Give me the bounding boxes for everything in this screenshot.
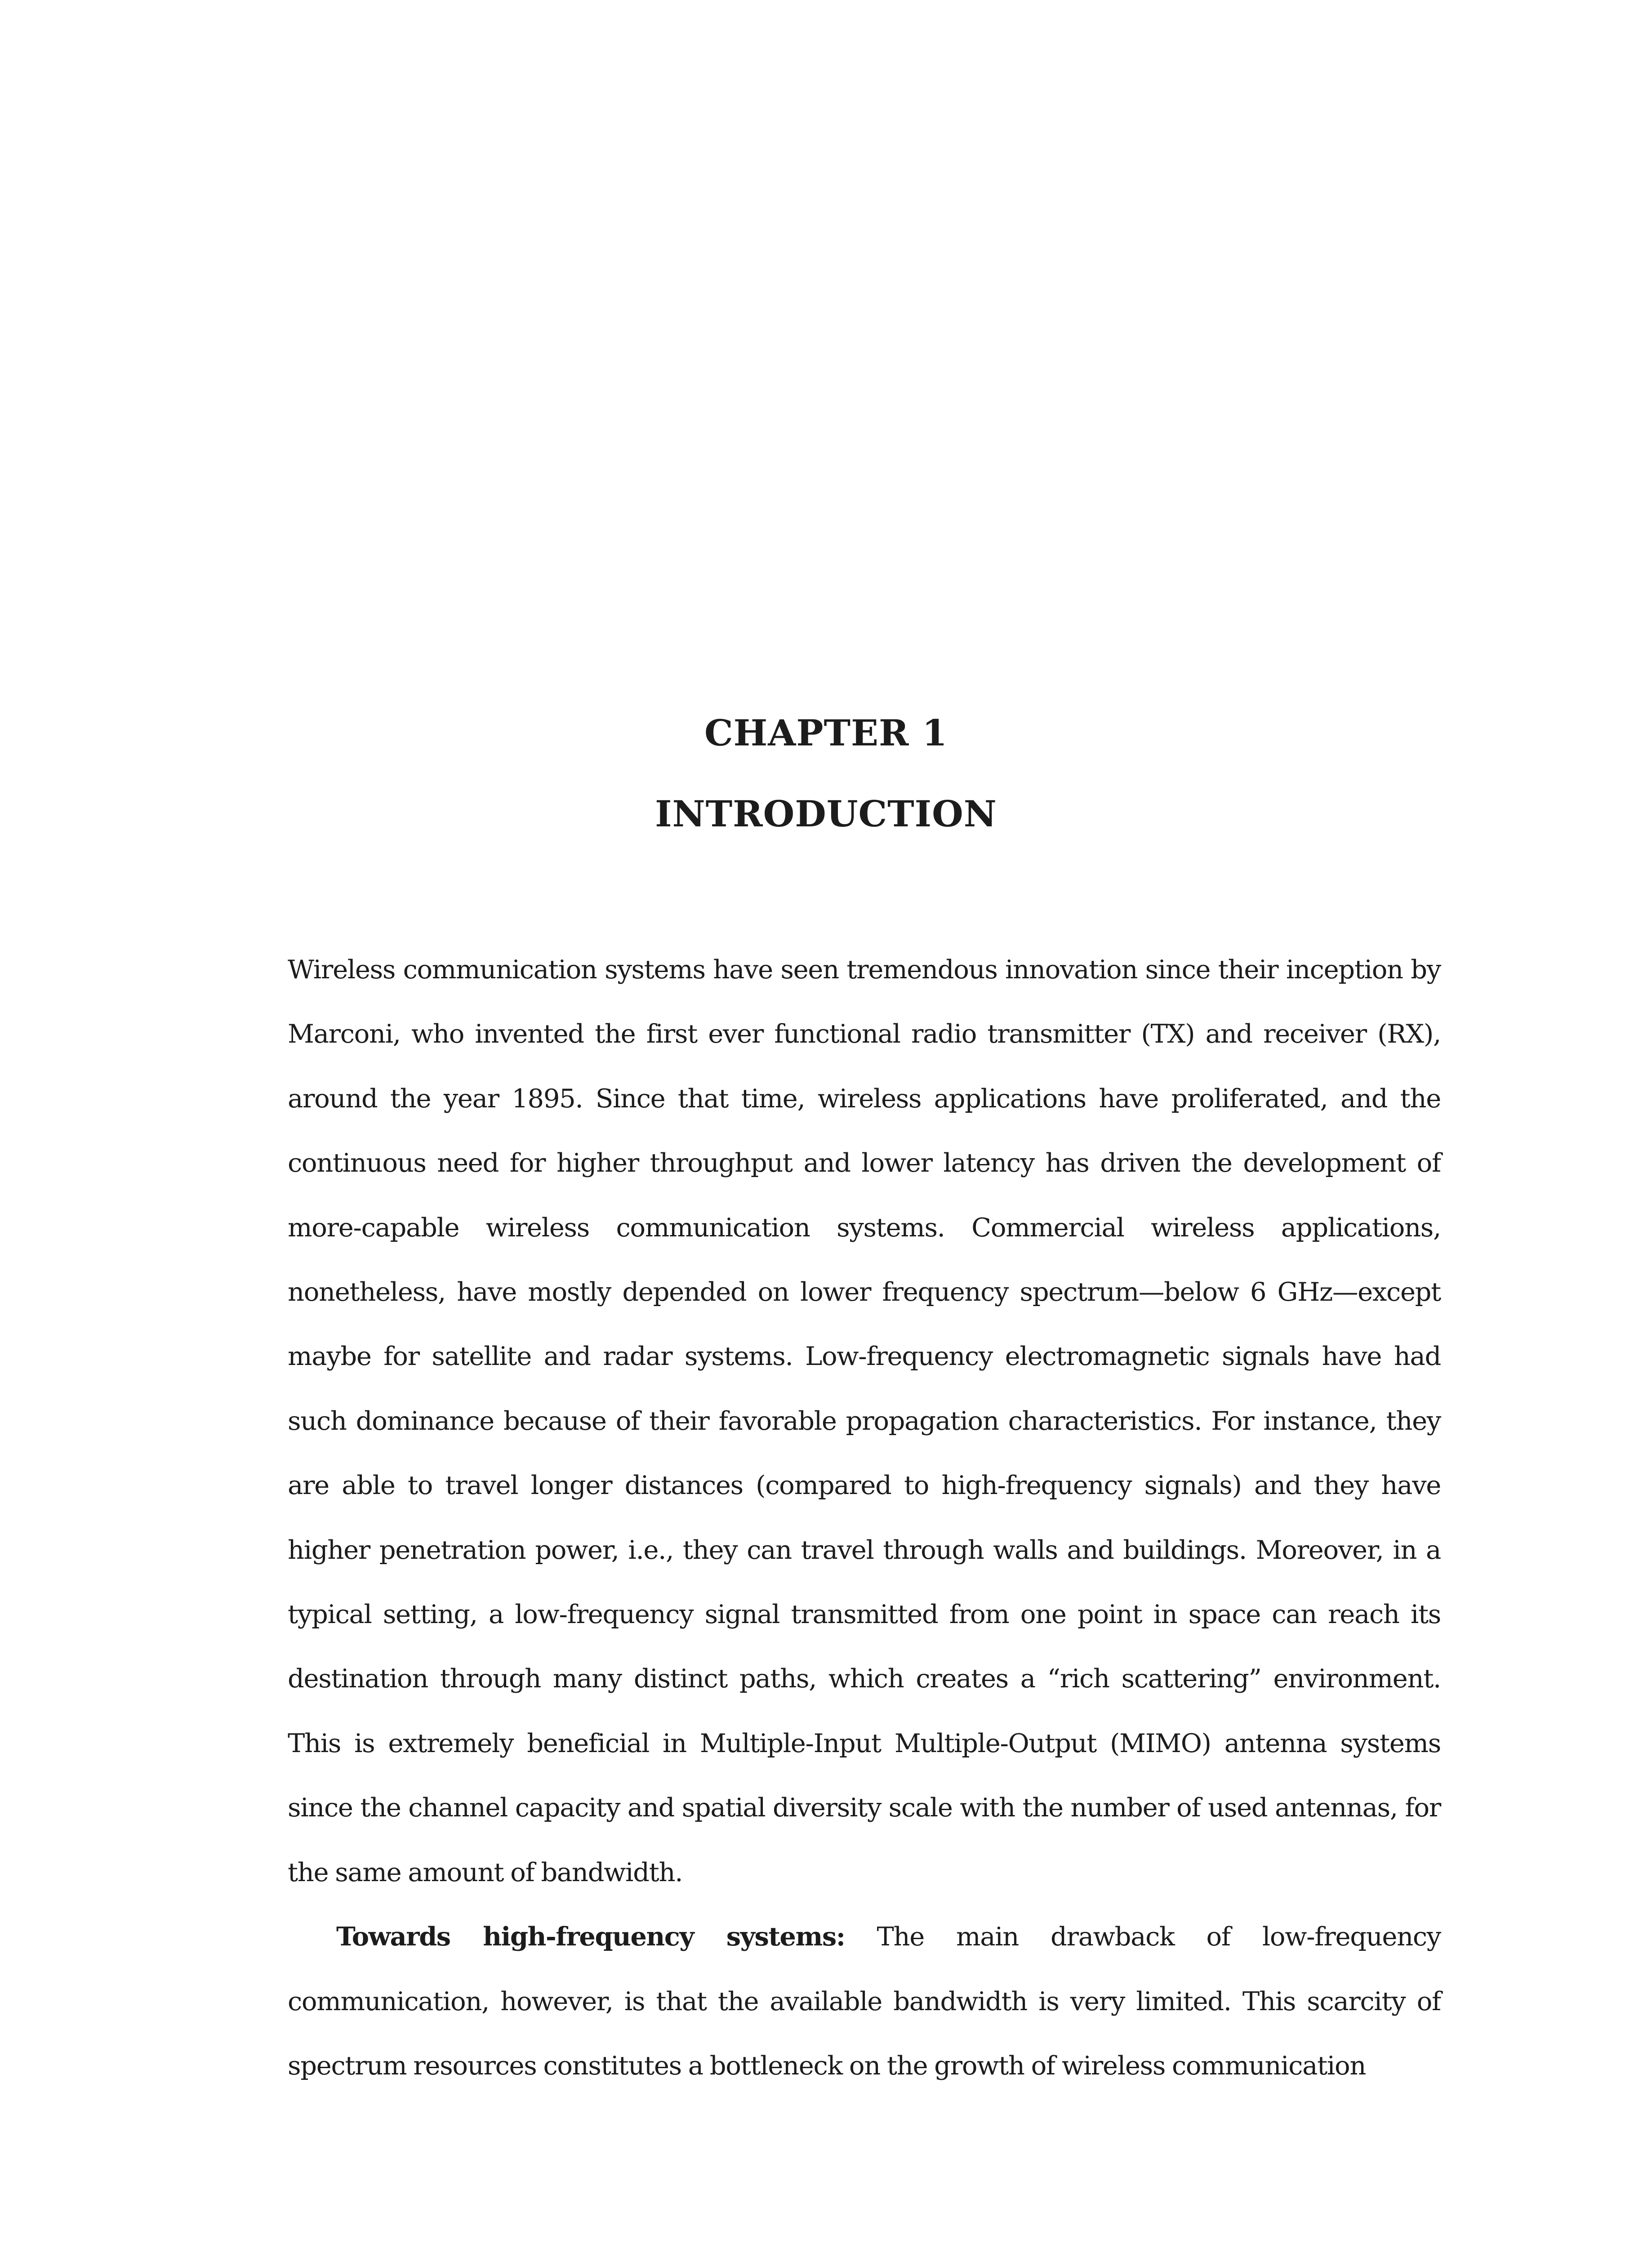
chapter-number-heading: CHAPTER 1: [704, 712, 948, 754]
chapter-title-heading: INTRODUCTION: [655, 793, 997, 835]
paragraph-high-frequency: [288, 1905, 1441, 2098]
paragraph-run-in-heading: Towards high-frequency systems:: [336, 1921, 845, 1952]
paragraph-intro-text: Wireless communication systems have seen tremendous innovation since their inception by Marconi, who invented the first ever functional radio transmitter (TX) and receiver (RX), around the year 1895. Since that time, wireless applications have proliferated, and the continuous need for higher throughput and lower latency has driven the development of more-capable wireless communication systems. Commercial wireless applications, nonetheless, have mostly depended on lower frequency spectrum—below 6 GHz—except maybe for satellite and radar systems. Low-frequency electromagnetic signals have had such dominance because of their favorable propagation characteristics. For instance, they are able to travel longer distances (compared to high-frequency signals) and they have higher penetration power, i.e., they can travel through walls and buildings. Moreover, in a typical setting, a low-frequency signal transmitted from one point in space can reach its destination through many distinct paths, which creates a “rich scattering” environment. This is extremely beneficial in Multiple-Input Multiple-Output (MIMO) antenna systems since the channel capacity and spatial diversity scale with the number of used antennas, for the same amount of bandwidth.: [288, 955, 1441, 1887]
paragraph-intro: [288, 937, 1441, 1905]
body-text: [288, 937, 1441, 2098]
paragraph-high-frequency-text: The main drawback of low-frequency communication, however, is that the available bandwidth is very limited. This scarcity of spectrum resources constitutes a bottleneck on the growth of wireless communication: [288, 1922, 1441, 2081]
